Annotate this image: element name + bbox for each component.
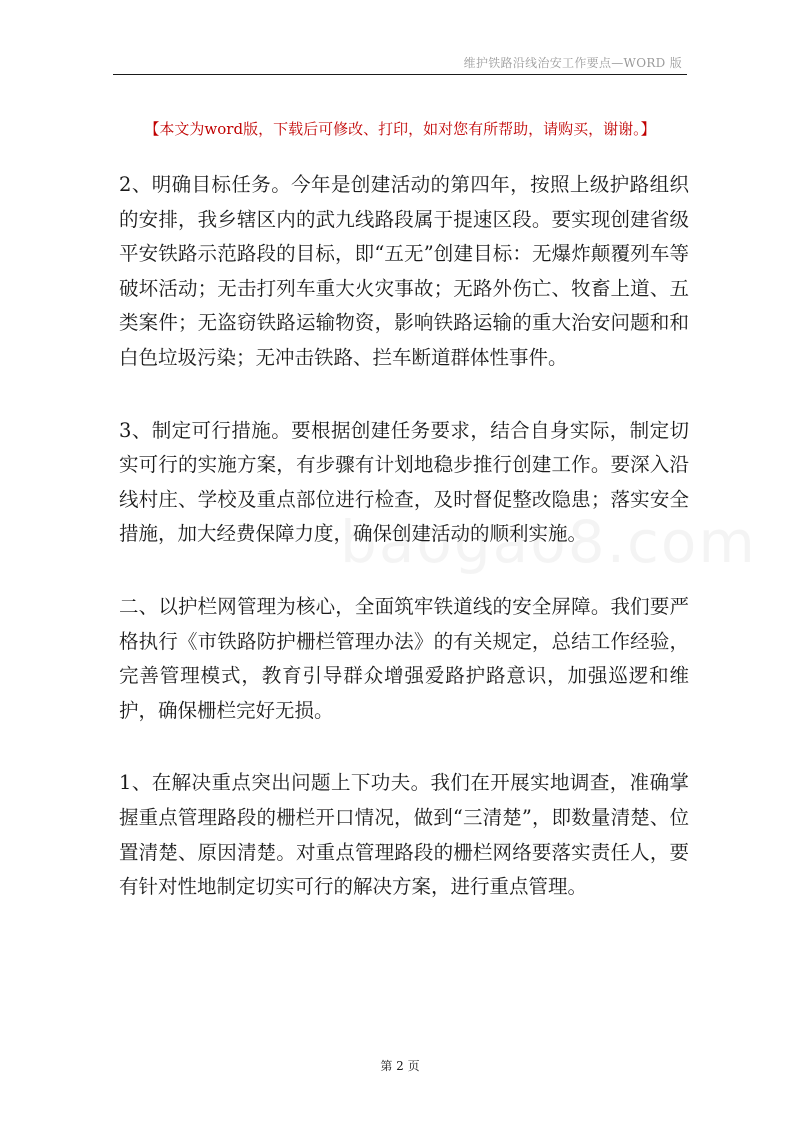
page-number: 第 2 页 xyxy=(380,1059,420,1073)
document-body xyxy=(119,168,689,943)
purchase-notice: 【本文为word版，下载后可修改、打印，如对您有所帮助，请购买，谢谢。】 xyxy=(144,120,656,138)
body-paragraph: 1、在解决重点突出问题上下功夫。我们在开展实地调查，准确掌握重点管理路段的栅栏开口情况，做到“三清楚”，即数量清楚、位置清楚、原因清楚。对重点管理路段的栅栏网络要落实责任人，要有针对性地制定切实可行的解决方案，进行重点管理。 xyxy=(119,771,689,899)
body-paragraph: 2、明确目标任务。今年是创建活动的第四年，按照上级护路组织的安排，我乡辖区内的武九线路段属于提速区段。要实现创建省级平安铁路示范路段的目标，即“五无”创建目标：无爆炸颠覆列车等破坏活动；无击打列车重大火灾事故；无路外伤亡、牧畜上道、五类案件；无盗窃铁路运输物资，影响铁路运输的重大治安问题和和白色垃圾污染；无冲击铁路、拦车断道群体性事件。 xyxy=(119,173,689,369)
body-paragraph: 3、制定可行措施。要根据创建任务要求，结合自身实际，制定切实可行的实施方案，有步骤有计划地稳步推行创建工作。要深入沿线村庄、学校及重点部位进行检查，及时督促整改隐患；落实安全措施，加大经费保障力度，确保创建活动的顺利实施。 xyxy=(119,418,689,546)
body-paragraph: 二、以护栏网管理为核心，全面筑牢铁道线的安全屏障。我们要严格执行《市铁路防护栅栏管理办法》的有关规定，总结工作经验，完善管理模式，教育引导群众增强爱路护路意识，加强巡逻和维护，确保栅栏完好无损。 xyxy=(119,594,689,722)
header-divider xyxy=(113,74,687,75)
running-header-title: 维护铁路沿线治安工作要点—WORD 版 xyxy=(463,56,682,70)
